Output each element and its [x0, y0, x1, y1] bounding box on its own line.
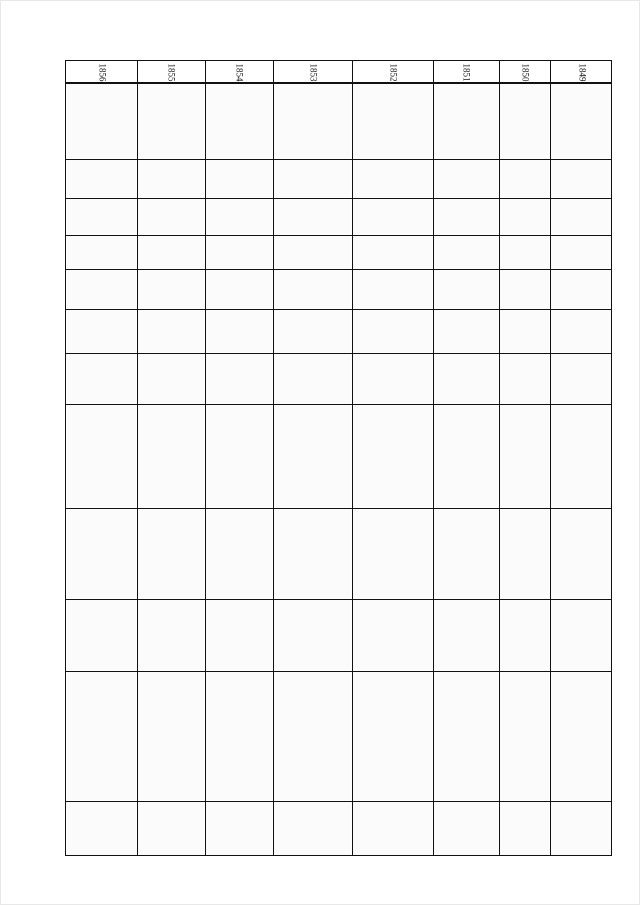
table-cell-area	[274, 84, 351, 158]
table-cell-area	[353, 802, 432, 856]
table-cell-area	[551, 236, 612, 268]
table-cell-area	[274, 600, 351, 670]
table-cell-area	[67, 672, 136, 800]
table-cell-area	[138, 199, 204, 234]
table-cell-area	[274, 236, 351, 268]
table-cell-area	[353, 354, 432, 403]
table-cell-area	[138, 802, 204, 856]
column-header-text: 1850	[520, 63, 530, 81]
table-cell-area	[500, 199, 549, 234]
table-cell-area	[434, 160, 498, 197]
column-header-text: 1856	[97, 63, 107, 81]
column-header-text: 1849	[577, 63, 587, 81]
table-cell-area	[206, 600, 272, 670]
table-cell-area	[551, 600, 612, 670]
table-cell-area	[551, 270, 612, 308]
column-header-text: 1852	[388, 63, 398, 81]
table-cell-area	[434, 354, 498, 403]
table-cell-area	[274, 405, 351, 507]
table-cell-area	[206, 802, 272, 856]
table-cell-area	[67, 405, 136, 507]
table-cell-area	[353, 600, 432, 670]
column-header-row	[66, 61, 611, 83]
table-cell-area	[67, 199, 136, 234]
table-cell-area	[67, 160, 136, 197]
table-cell-area	[206, 354, 272, 403]
table-cell-area	[353, 405, 432, 507]
table-cell-area	[434, 199, 498, 234]
table-cell-area	[434, 405, 498, 507]
table-cell-area	[500, 270, 549, 308]
table-cell-area	[138, 509, 204, 598]
table-cell-area	[353, 160, 432, 197]
table-cell-area	[353, 310, 432, 352]
table-cell-area	[434, 310, 498, 352]
column-header-text: 1853	[308, 63, 318, 81]
table-cell-area	[353, 199, 432, 234]
table-cell-area	[434, 600, 498, 670]
table-cell-area	[138, 84, 204, 158]
table-cell-area	[274, 160, 351, 197]
column-header-text: 1854	[234, 63, 245, 81]
column-header-cell	[273, 61, 352, 83]
table-cell-area	[206, 236, 272, 268]
table-cell-area	[138, 236, 204, 268]
column-header-text: 1851	[461, 63, 472, 81]
table-cell-area	[353, 270, 432, 308]
column-header-text: 1855	[166, 63, 177, 81]
table-cell-area	[206, 84, 272, 158]
table-cell-area	[206, 672, 272, 800]
table-cell-area	[138, 310, 204, 352]
table-cell-area	[206, 509, 272, 598]
table-cell-area	[67, 236, 136, 268]
table-cell-area	[500, 160, 549, 197]
table-cell-area	[274, 270, 351, 308]
column-header-cell	[352, 61, 433, 83]
table-cell-area	[67, 354, 136, 403]
table-cell-area	[434, 672, 498, 800]
column-header-cell	[499, 61, 550, 83]
table-cell-area	[274, 802, 351, 856]
table-cell-area	[206, 310, 272, 352]
table-cell-area	[67, 84, 136, 158]
table-cell-area	[274, 354, 351, 403]
table-cell-area	[206, 405, 272, 507]
table-cell-area	[434, 802, 498, 856]
table-cell-area	[138, 354, 204, 403]
column-header-cell	[205, 61, 273, 83]
table-cell-area	[551, 405, 612, 507]
table-cell-area	[353, 672, 432, 800]
table-cell-area	[138, 600, 204, 670]
table-cell-area	[551, 199, 612, 234]
table-cell-area	[500, 405, 549, 507]
table-cell-area	[67, 270, 136, 308]
table-cell-area	[353, 509, 432, 598]
table-cell-area	[434, 236, 498, 268]
table-cell-area	[500, 672, 549, 800]
table-cell-area	[551, 84, 612, 158]
table-cell-area	[138, 405, 204, 507]
table-cell-area	[500, 509, 549, 598]
table-cell-area	[434, 509, 498, 598]
table-cell-area	[274, 509, 351, 598]
table-cell-area	[500, 310, 549, 352]
table-cell-area	[551, 160, 612, 197]
table-cell-area	[551, 802, 612, 856]
table-cell-area	[206, 199, 272, 234]
table-cell-area	[67, 509, 136, 598]
table-cell-area	[434, 84, 498, 158]
table-cell-area	[500, 802, 549, 856]
table-cell-area	[274, 310, 351, 352]
table-cell-area	[138, 160, 204, 197]
table-cell-area	[67, 600, 136, 670]
table-cell-area	[500, 236, 549, 268]
table-cell-area	[500, 600, 549, 670]
table-cell-area	[274, 672, 351, 800]
table-cell-area	[500, 354, 549, 403]
table-cell-area	[206, 160, 272, 197]
column-header-cell	[550, 61, 613, 83]
table-cell-area	[274, 199, 351, 234]
table-cell-area	[67, 310, 136, 352]
table-cell-area	[138, 672, 204, 800]
table-cell-area	[551, 354, 612, 403]
rotated-data-table	[65, 60, 612, 856]
table-cell-area	[67, 802, 136, 856]
column-header-cell	[433, 61, 499, 83]
table-cell-area	[500, 84, 549, 158]
table-cell-area	[206, 270, 272, 308]
table-cell-area	[353, 236, 432, 268]
table-cell-area	[353, 84, 432, 158]
column-header-cell	[66, 61, 137, 83]
column-header-cell	[137, 61, 205, 83]
table-cell-area	[551, 310, 612, 352]
table-cell-area	[551, 672, 612, 800]
table-cell-area	[138, 270, 204, 308]
table-cell-area	[551, 509, 612, 598]
table-cell-area	[434, 270, 498, 308]
